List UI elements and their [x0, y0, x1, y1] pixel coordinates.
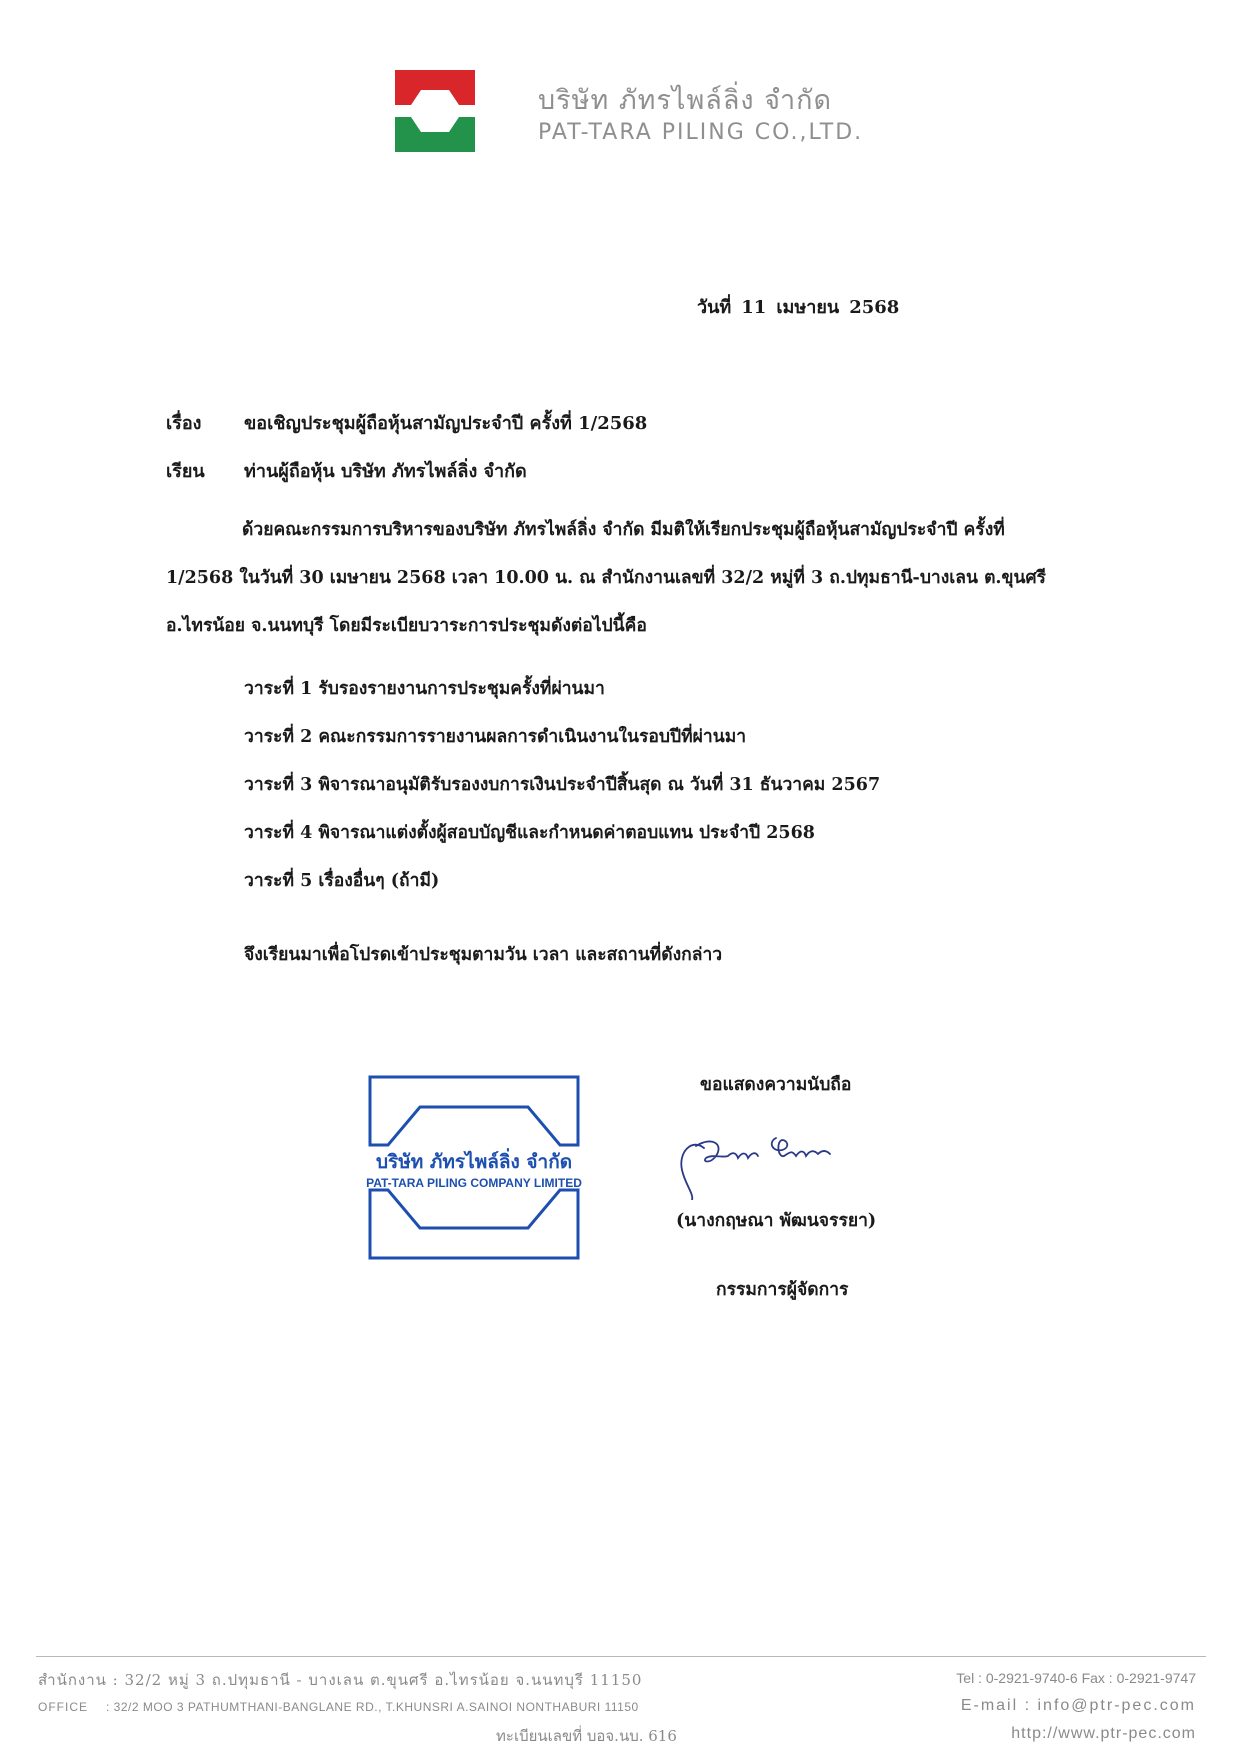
agenda-item-4: วาระที่ 4 พิจารณาแต่งตั้งผู้สอบบัญชีและกำหนดค่าตอบแทน ประจำปี 2568	[244, 823, 815, 843]
company-logo	[395, 70, 475, 152]
recipient-line	[166, 456, 527, 485]
stamp-text-english: PAT-TARA PILING COMPANY LIMITED	[366, 1176, 582, 1190]
date-label: วันที่	[697, 297, 732, 318]
date-day: 11	[741, 297, 767, 318]
subject-text: ขอเชิญประชุมผู้ถือหุ้นสามัญประจำปี ครั้งที่ 1/2568	[244, 413, 648, 434]
footer-office-address: : 32/2 MOO 3 PATHUMTHANI-BANGLANE RD., T.KHUNSRI A.SAINOI NONTHABURI 11150	[106, 1700, 639, 1714]
body-line-2: 1/2568 ในวันที่ 30 เมษายน 2568 เวลา 10.00 น. ณ สำนักงานเลขที่ 32/2 หมู่ที่ 3 ถ.ปทุมธานี-บางเลน ต.ขุนศรี	[166, 568, 1046, 588]
agenda-item-1: วาระที่ 1 รับรองรายงานการประชุมครั้งที่ผ่านมา	[244, 679, 605, 699]
date-year: 2568	[849, 297, 900, 318]
footer-office-label: OFFICE	[38, 1700, 88, 1714]
subject-label: เรื่อง	[166, 413, 202, 434]
signer-position: กรรมการผู้จัดการ	[716, 1280, 849, 1300]
agenda-item-5: วาระที่ 5 เรื่องอื่นๆ (ถ้ามี)	[244, 871, 440, 891]
closing-regards: ขอแสดงความนับถือ	[700, 1075, 852, 1095]
agenda-item-2: วาระที่ 2 คณะกรรมการรายงานผลการดำเนินงานในรอบปีที่ผ่านมา	[244, 727, 747, 747]
footer-registration: ทะเบียนเลขที่ บอจ.นบ. 616	[496, 1727, 677, 1745]
recipient-text: ท่านผู้ถือหุ้น บริษัท ภัทรไพล์ลิ่ง จำกัด	[244, 461, 527, 482]
signer-name: (นางกฤษณา พัฒนจรรยา)	[676, 1211, 877, 1231]
footer-divider	[36, 1656, 1206, 1657]
agenda-item-3: วาระที่ 3 พิจารณาอนุมัติรับรองงบการเงินประจำปีสิ้นสุด ณ วันที่ 31 ธันวาคม 2567	[244, 775, 881, 795]
footer-address-english	[38, 1700, 639, 1714]
closing-sentence: จึงเรียนมาเพื่อโปรดเข้าประชุมตามวัน เวลา และสถานที่ดังกล่าว	[244, 945, 723, 965]
subject-line	[166, 408, 647, 437]
stamp-text-thai: บริษัท ภัทรไพล์ลิ่ง จำกัด	[375, 1151, 573, 1173]
body-line-1: ด้วยคณะกรรมการบริหารของบริษัท ภัทรไพล์ลิ่ง จำกัด มีมติให้เรียกประชุมผู้ถือหุ้นสามัญประจำปี ครั้งที่	[242, 520, 1005, 540]
date-month: เมษายน	[776, 297, 840, 318]
company-name-thai: บริษัท ภัทรไพล์ลิ่ง จำกัด	[538, 85, 833, 116]
footer-tel-fax: Tel : 0-2921-9740-6 Fax : 0-2921-9747	[956, 1670, 1196, 1686]
footer-website: http://www.ptr-pec.com	[1011, 1725, 1196, 1742]
footer-email: E-mail : info@ptr-pec.com	[960, 1697, 1196, 1714]
letter-date	[697, 292, 909, 321]
recipient-label: เรียน	[166, 461, 205, 482]
body-line-3: อ.ไทรน้อย จ.นนทบุรี โดยมีระเบียบวาระการประชุมดังต่อไปนี้คือ	[166, 616, 647, 636]
handwritten-signature	[672, 1128, 852, 1200]
company-name-english: PAT-TARA PILING CO.,LTD.	[538, 120, 864, 145]
footer-address-thai: สำนักงาน : 32/2 หมู่ 3 ถ.ปทุมธานี - บางเลน ต.ขุนศรี อ.ไทรน้อย จ.นนทบุรี 11150	[38, 1671, 643, 1689]
